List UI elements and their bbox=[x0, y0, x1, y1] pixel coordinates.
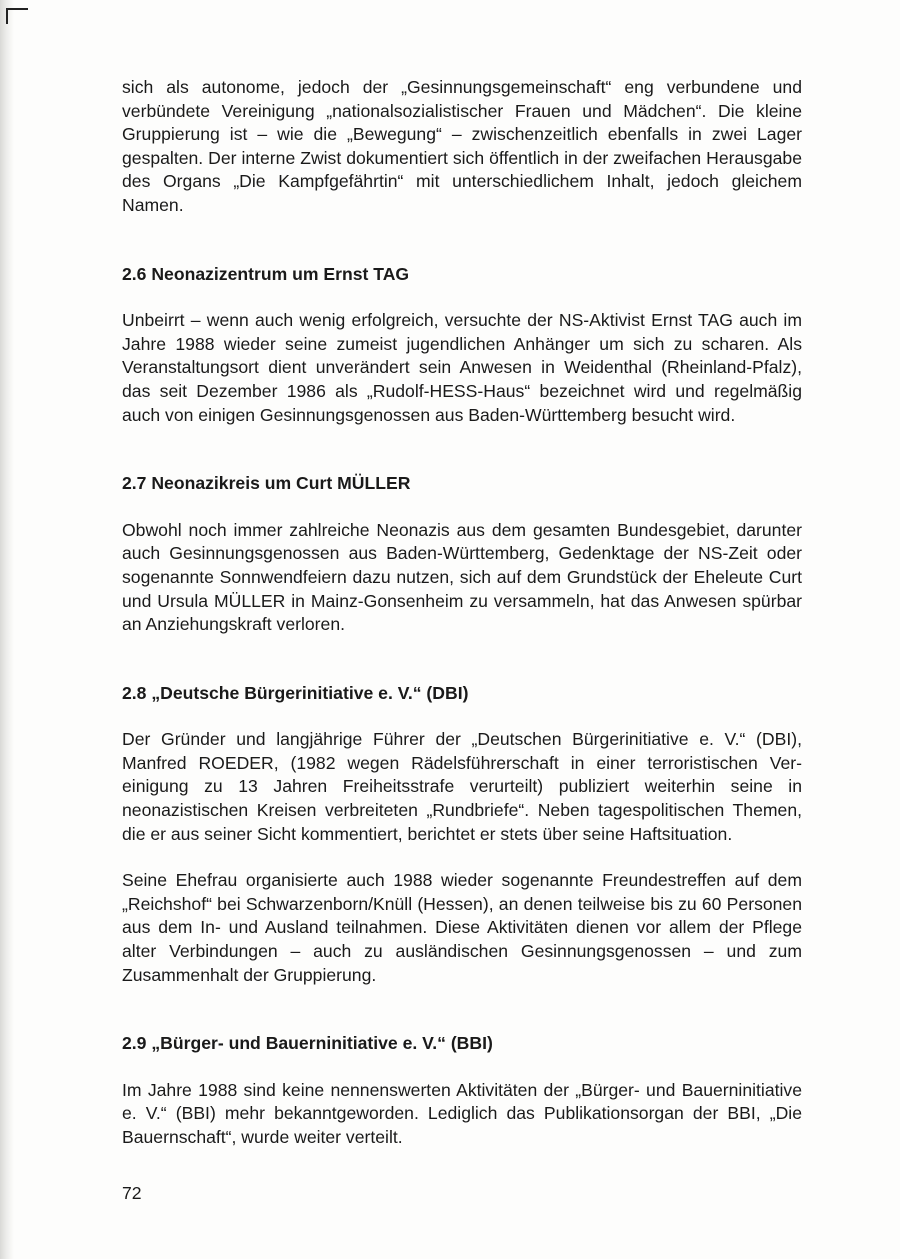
section-2-7-paragraph: Obwohl noch immer zahlreiche Neonazis aus dem gesamten Bundesgebiet, darunter auch Gesinnungsgenossen aus Baden-Württemberg, Gedenktage der NS-Zeit oder sogenannte Sonnwendfeiern dazu nutzen, sich auf dem Grundstück der Eheleute Curt und Ursula MÜLLER in Mainz-Gonsenheim zu versammeln, hat das Anwesen spürbar an Anziehungskraft verloren. bbox=[122, 519, 802, 635]
section-2-8-paragraph-2: Seine Ehefrau organisierte auch 1988 wieder sogenannte Freundestreffen auf dem „Reichshof“ bei Schwarzenborn/Knüll (Hessen), an denen teilweise bis zu 60 Personen aus dem In- und Ausland teilnahmen. Diese Aktivitäten dienen vor allem der Pflege alter Verbindungen – auch zu ausländischen Gesinnungsgenossen – und zum Zusammenhalt der Gruppierung. bbox=[122, 870, 802, 985]
section-heading-2-9: 2.9 „Bürger- und Bauerninitiative e. V.“ (BBI) bbox=[122, 1033, 493, 1054]
section-2-9-paragraph: Im Jahre 1988 sind keine nennenswerten Aktivitäten der „Bürger- und Bauerninitiative e. V.“ (BBI) mehr bekanntgeworden. Lediglich das Publikationsorgan der BBI, „Die Bauernschaft“, wurde weiter verteilt. bbox=[122, 1079, 802, 1147]
crop-mark bbox=[6, 8, 28, 24]
document-page bbox=[122, 76, 802, 1150]
section-heading-2-8: 2.8 „Deutsche Bürgerinitiative e. V.“ (DBI) bbox=[122, 682, 469, 703]
section-heading-2-7: 2.7 Neonazikreis um Curt MÜLLER bbox=[122, 473, 411, 494]
section-heading-2-6: 2.6 Neonazizentrum um Ernst TAG bbox=[122, 263, 410, 284]
page-number: 72 bbox=[122, 1183, 142, 1203]
scan-shadow bbox=[0, 0, 14, 1259]
section-2-8-paragraph-1: Der Gründer und langjährige Führer der „Deutschen Bürgerinitiative e. V.“ (DBI), Manfred ROEDER, (1982 wegen Rädelsführerschaft in einer terroristischen Vereinigung zu 13 Jahren Freiheitsstrafe verurteilt) publiziert weiterhin seine in neonazistischen Kreisen verbreiteten „Rundbriefe“. Neben tagespolitischen Themen, die er aus seiner Sicht kommentiert, berichtet er stets über seine Haftsituation. bbox=[122, 729, 802, 844]
intro-paragraph: sich als autonome, jedoch der „Gesinnungsgemeinschaft“ eng verbundene und verbündete Vereinigung „nationalsozialistischer Frauen und Mädchen“. Die kleine Gruppierung ist – wie die „Bewegung“ – zwischenzeitlich ebenfalls in zwei Lager gespalten. Der interne Zwist dokumentiert sich öffentlich in der zweifachen Herausgabe des Organs „Die Kampfgefährtin“ mit unterschiedlichem Inhalt, jedoch gleichem Namen. bbox=[122, 77, 802, 215]
section-2-6-paragraph: Unbeirrt – wenn auch wenig erfolgreich, versuchte der NS-Aktivist Ernst TAG auch im Jahre 1988 wieder seine zumeist jugendlichen Anhänger um sich zu scharen. Als Veranstaltungsort dient unverändert sein Anwesen in Weidenthal (Rheinland-Pfalz), das seit Dezember 1986 als „Rudolf-HESS-Haus“ bezeichnet wird und regelmäßig auch von einigen Gesinnungsgenossen aus Baden-Württemberg besucht wird. bbox=[122, 310, 802, 425]
